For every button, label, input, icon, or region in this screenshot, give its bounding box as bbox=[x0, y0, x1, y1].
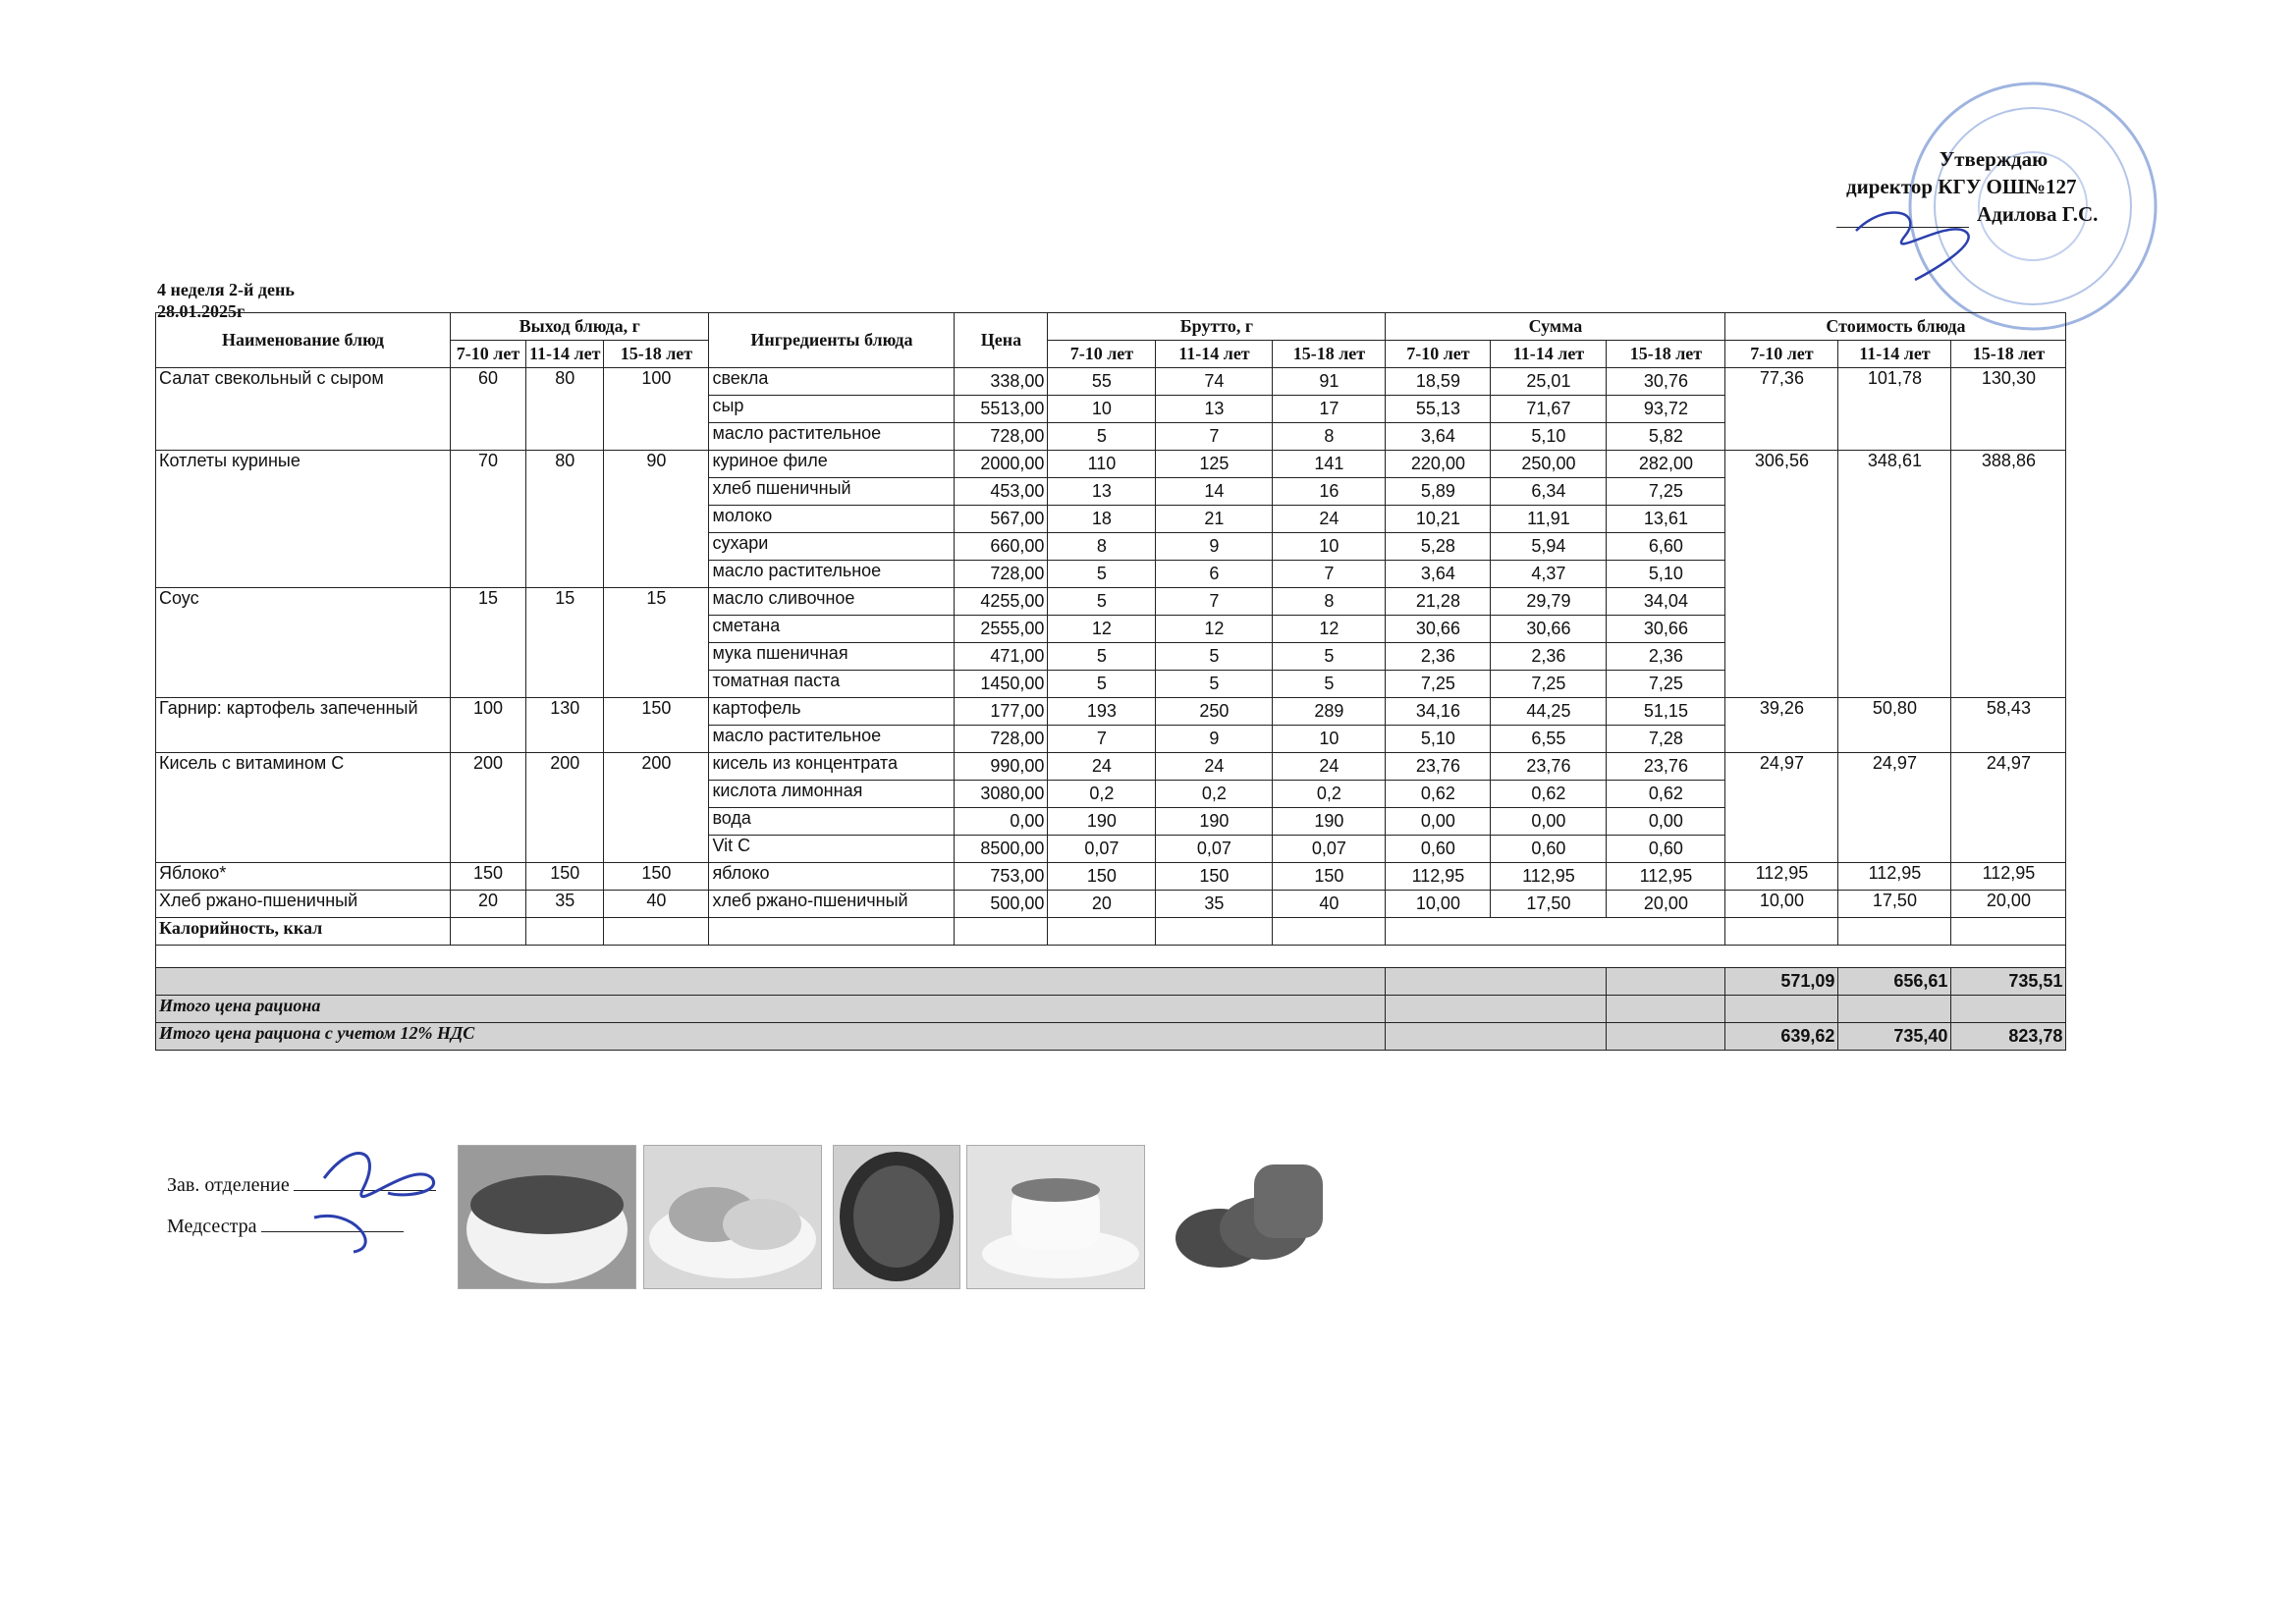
ingredient-sum: 3,64 bbox=[1386, 423, 1491, 451]
ingredient-price: 753,00 bbox=[955, 863, 1048, 891]
ingredient-sum: 250,00 bbox=[1491, 451, 1607, 478]
ingredient-gross: 110 bbox=[1048, 451, 1156, 478]
ingredient-gross: 10 bbox=[1048, 396, 1156, 423]
ingredient-price: 660,00 bbox=[955, 533, 1048, 561]
ingredient-sum: 2,36 bbox=[1491, 643, 1607, 671]
header-ingredients: Ингредиенты блюда bbox=[709, 313, 955, 368]
ingredient-sum: 51,15 bbox=[1607, 698, 1725, 726]
ingredient-gross: 5 bbox=[1048, 561, 1156, 588]
ingredient-sum: 44,25 bbox=[1491, 698, 1607, 726]
ingredient-sum: 93,72 bbox=[1607, 396, 1725, 423]
header-age: 15-18 лет bbox=[1607, 341, 1725, 368]
ingredient-gross: 0,07 bbox=[1273, 836, 1386, 863]
ingredient-name: хлеб пшеничный bbox=[709, 478, 955, 506]
ingredient-gross: 0,2 bbox=[1156, 781, 1273, 808]
ingredient-sum: 5,10 bbox=[1607, 561, 1725, 588]
ingredient-price: 3080,00 bbox=[955, 781, 1048, 808]
cutlets-photo bbox=[643, 1145, 822, 1289]
dish-cost: 348,61 bbox=[1838, 451, 1951, 698]
ingredient-sum: 6,55 bbox=[1491, 726, 1607, 753]
ingredient-gross: 5 bbox=[1048, 643, 1156, 671]
ingredient-price: 0,00 bbox=[955, 808, 1048, 836]
ingredient-gross: 10 bbox=[1273, 533, 1386, 561]
ingredient-gross: 55 bbox=[1048, 368, 1156, 396]
ingredient-sum: 6,60 bbox=[1607, 533, 1725, 561]
ingredient-name: кислота лимонная bbox=[709, 781, 955, 808]
ingredient-price: 5513,00 bbox=[955, 396, 1048, 423]
ingredient-gross: 5 bbox=[1156, 643, 1273, 671]
ingredient-name: масло растительное bbox=[709, 423, 955, 451]
ingredient-price: 453,00 bbox=[955, 478, 1048, 506]
approval-title: Утверждаю bbox=[1939, 147, 2049, 171]
total-vat-7-10: 639,62 bbox=[1725, 1023, 1838, 1051]
dish-cost: 112,95 bbox=[1725, 863, 1838, 891]
ingredient-sum: 5,10 bbox=[1386, 726, 1491, 753]
ingredient-sum: 220,00 bbox=[1386, 451, 1491, 478]
total-vat-11-14: 735,40 bbox=[1838, 1023, 1951, 1051]
dish-name: Яблоко* bbox=[156, 863, 451, 891]
header-age: 11-14 лет bbox=[1838, 341, 1951, 368]
ingredient-sum: 30,66 bbox=[1386, 616, 1491, 643]
ingredient-sum: 7,25 bbox=[1607, 478, 1725, 506]
dish-cost: 39,26 bbox=[1725, 698, 1838, 753]
ingredient-sum: 0,62 bbox=[1607, 781, 1725, 808]
ingredient-gross: 190 bbox=[1156, 808, 1273, 836]
ingredient-gross: 7 bbox=[1273, 561, 1386, 588]
ingredient-price: 728,00 bbox=[955, 726, 1048, 753]
ingredient-gross: 13 bbox=[1156, 396, 1273, 423]
ingredient-sum: 30,76 bbox=[1607, 368, 1725, 396]
ingredient-sum: 112,95 bbox=[1386, 863, 1491, 891]
header-price: Цена bbox=[955, 313, 1048, 368]
ingredient-price: 567,00 bbox=[955, 506, 1048, 533]
ingredient-name: кисель из концентрата bbox=[709, 753, 955, 781]
header-age: 7-10 лет bbox=[451, 341, 526, 368]
handwritten-signature bbox=[295, 1139, 462, 1257]
ingredient-gross: 150 bbox=[1273, 863, 1386, 891]
ingredient-price: 728,00 bbox=[955, 561, 1048, 588]
ingredient-sum: 0,00 bbox=[1386, 808, 1491, 836]
ingredient-gross: 190 bbox=[1273, 808, 1386, 836]
ingredient-name: сыр bbox=[709, 396, 955, 423]
ingredient-sum: 23,76 bbox=[1386, 753, 1491, 781]
ingredient-price: 990,00 bbox=[955, 753, 1048, 781]
ingredient-price: 4255,00 bbox=[955, 588, 1048, 616]
ingredient-name: масло растительное bbox=[709, 561, 955, 588]
ingredient-gross: 6 bbox=[1156, 561, 1273, 588]
ingredient-sum: 5,82 bbox=[1607, 423, 1725, 451]
dish-yield: 20 bbox=[451, 891, 526, 918]
dish-yield: 80 bbox=[526, 368, 604, 451]
header-age: 11-14 лет bbox=[526, 341, 604, 368]
dish-yield: 15 bbox=[451, 588, 526, 698]
ingredient-gross: 8 bbox=[1048, 533, 1156, 561]
ingredient-gross: 13 bbox=[1048, 478, 1156, 506]
ingredient-gross: 289 bbox=[1273, 698, 1386, 726]
director-signature bbox=[1846, 191, 2013, 285]
header-cost: Стоимость блюда bbox=[1725, 313, 2066, 341]
ingredient-gross: 7 bbox=[1048, 726, 1156, 753]
ingredient-sum: 23,76 bbox=[1491, 753, 1607, 781]
dish-yield: 200 bbox=[526, 753, 604, 863]
ingredient-gross: 12 bbox=[1273, 616, 1386, 643]
ingredient-sum: 0,60 bbox=[1491, 836, 1607, 863]
ingredient-gross: 5 bbox=[1048, 671, 1156, 698]
dish-name: Хлеб ржано-пшеничный bbox=[156, 891, 451, 918]
ingredient-name: яблоко bbox=[709, 863, 955, 891]
ingredient-sum: 71,67 bbox=[1491, 396, 1607, 423]
ingredient-gross: 7 bbox=[1156, 423, 1273, 451]
ingredient-price: 500,00 bbox=[955, 891, 1048, 918]
ingredient-sum: 18,59 bbox=[1386, 368, 1491, 396]
ingredient-sum: 0,60 bbox=[1607, 836, 1725, 863]
ingredient-price: 177,00 bbox=[955, 698, 1048, 726]
dish-cost: 101,78 bbox=[1838, 368, 1951, 451]
ingredient-gross: 5 bbox=[1156, 671, 1273, 698]
ingredient-sum: 5,89 bbox=[1386, 478, 1491, 506]
ingredient-sum: 10,00 bbox=[1386, 891, 1491, 918]
ingredient-gross: 8 bbox=[1273, 588, 1386, 616]
ingredient-gross: 5 bbox=[1273, 643, 1386, 671]
header-age: 7-10 лет bbox=[1048, 341, 1156, 368]
ingredient-gross: 16 bbox=[1273, 478, 1386, 506]
dish-yield: 35 bbox=[526, 891, 604, 918]
ingredient-gross: 8 bbox=[1273, 423, 1386, 451]
dish-name: Соус bbox=[156, 588, 451, 698]
ingredient-gross: 9 bbox=[1156, 533, 1273, 561]
total-price-15-18: 735,51 bbox=[1951, 968, 2066, 996]
header-age: 11-14 лет bbox=[1491, 341, 1607, 368]
dish-yield: 130 bbox=[526, 698, 604, 753]
ingredient-gross: 193 bbox=[1048, 698, 1156, 726]
ingredient-sum: 30,66 bbox=[1607, 616, 1725, 643]
dish-cost: 20,00 bbox=[1951, 891, 2066, 918]
menu-date: 28.01.2025г bbox=[157, 301, 246, 321]
spacer-row bbox=[156, 946, 2066, 968]
ingredient-sum: 0,00 bbox=[1607, 808, 1725, 836]
dish-yield: 150 bbox=[604, 863, 709, 891]
ingredient-name: мука пшеничная bbox=[709, 643, 955, 671]
ingredient-gross: 190 bbox=[1048, 808, 1156, 836]
sauce-photo bbox=[833, 1145, 960, 1289]
ingredient-sum: 2,36 bbox=[1386, 643, 1491, 671]
ingredient-price: 338,00 bbox=[955, 368, 1048, 396]
dish-cost: 388,86 bbox=[1951, 451, 2066, 698]
ingredient-sum: 112,95 bbox=[1491, 863, 1607, 891]
ingredient-name: сметана bbox=[709, 616, 955, 643]
dish-cost: 306,56 bbox=[1725, 451, 1838, 698]
ingredient-sum: 0,60 bbox=[1386, 836, 1491, 863]
table-row bbox=[156, 753, 2066, 781]
ingredient-sum: 29,79 bbox=[1491, 588, 1607, 616]
ingredient-sum: 7,25 bbox=[1386, 671, 1491, 698]
table-row bbox=[156, 451, 2066, 478]
dish-yield: 60 bbox=[451, 368, 526, 451]
ingredient-gross: 24 bbox=[1273, 506, 1386, 533]
ingredient-sum: 20,00 bbox=[1607, 891, 1725, 918]
dish-yield: 15 bbox=[604, 588, 709, 698]
header-age: 15-18 лет bbox=[1951, 341, 2066, 368]
header-age: 15-18 лет bbox=[1273, 341, 1386, 368]
ingredient-sum: 5,28 bbox=[1386, 533, 1491, 561]
ingredient-sum: 11,91 bbox=[1491, 506, 1607, 533]
ingredient-gross: 0,07 bbox=[1156, 836, 1273, 863]
nurse-label: Медсестра bbox=[167, 1216, 257, 1237]
dish-yield: 90 bbox=[604, 451, 709, 588]
ingredient-name: картофель bbox=[709, 698, 955, 726]
dish-yield: 100 bbox=[451, 698, 526, 753]
ingredient-name: масло растительное bbox=[709, 726, 955, 753]
menu-body bbox=[156, 368, 2066, 918]
ingredient-sum: 7,28 bbox=[1607, 726, 1725, 753]
ingredient-gross: 35 bbox=[1156, 891, 1273, 918]
ingredient-sum: 10,21 bbox=[1386, 506, 1491, 533]
ingredient-price: 2555,00 bbox=[955, 616, 1048, 643]
ingredient-price: 728,00 bbox=[955, 423, 1048, 451]
ingredient-gross: 7 bbox=[1156, 588, 1273, 616]
week-day: 4 неделя 2-й день bbox=[157, 280, 295, 299]
ingredient-price: 471,00 bbox=[955, 643, 1048, 671]
dish-cost: 77,36 bbox=[1725, 368, 1838, 451]
dish-name: Салат свекольный с сыром bbox=[156, 368, 451, 451]
ingredient-name: хлеб ржано-пшеничный bbox=[709, 891, 955, 918]
ingredient-gross: 9 bbox=[1156, 726, 1273, 753]
ingredient-name: томатная паста bbox=[709, 671, 955, 698]
ingredient-gross: 12 bbox=[1048, 616, 1156, 643]
dish-yield: 100 bbox=[604, 368, 709, 451]
dish-cost: 10,00 bbox=[1725, 891, 1838, 918]
dish-cost: 50,80 bbox=[1838, 698, 1951, 753]
dish-cost: 112,95 bbox=[1838, 863, 1951, 891]
ingredient-sum: 34,16 bbox=[1386, 698, 1491, 726]
table-row bbox=[156, 698, 2066, 726]
header-age: 15-18 лет bbox=[604, 341, 709, 368]
ingredient-gross: 250 bbox=[1156, 698, 1273, 726]
dish-cost: 58,43 bbox=[1951, 698, 2066, 753]
header-sum: Сумма bbox=[1386, 313, 1725, 341]
ingredient-name: куриное филе bbox=[709, 451, 955, 478]
dish-name: Кисель с витамином С bbox=[156, 753, 451, 863]
ingredient-name: Vit C bbox=[709, 836, 955, 863]
table-row bbox=[156, 863, 2066, 891]
ingredient-gross: 14 bbox=[1156, 478, 1273, 506]
dish-yield: 150 bbox=[604, 698, 709, 753]
ingredient-sum: 2,36 bbox=[1607, 643, 1725, 671]
ingredient-gross: 125 bbox=[1156, 451, 1273, 478]
ingredient-gross: 24 bbox=[1156, 753, 1273, 781]
ingredient-gross: 20 bbox=[1048, 891, 1156, 918]
dish-cost: 17,50 bbox=[1838, 891, 1951, 918]
header-yield: Выход блюда, г bbox=[451, 313, 709, 341]
director-name: Адилова Г.С. bbox=[1977, 202, 2099, 226]
head-label: Зав. отделение bbox=[167, 1174, 290, 1196]
dish-cost: 24,97 bbox=[1951, 753, 2066, 863]
ingredient-gross: 17 bbox=[1273, 396, 1386, 423]
dish-cost: 24,97 bbox=[1725, 753, 1838, 863]
salad-photo bbox=[458, 1145, 636, 1289]
dish-yield: 200 bbox=[451, 753, 526, 863]
dish-yield: 200 bbox=[604, 753, 709, 863]
ingredient-gross: 40 bbox=[1273, 891, 1386, 918]
header-age: 7-10 лет bbox=[1386, 341, 1491, 368]
ingredient-name: сухари bbox=[709, 533, 955, 561]
ingredient-sum: 7,25 bbox=[1491, 671, 1607, 698]
dish-yield: 15 bbox=[526, 588, 604, 698]
dish-yield: 150 bbox=[451, 863, 526, 891]
dish-yield: 70 bbox=[451, 451, 526, 588]
header-dish: Наименование блюд bbox=[156, 313, 451, 368]
ingredient-gross: 150 bbox=[1048, 863, 1156, 891]
ingredient-sum: 0,62 bbox=[1386, 781, 1491, 808]
ingredient-sum: 25,01 bbox=[1491, 368, 1607, 396]
ingredient-name: вода bbox=[709, 808, 955, 836]
ingredient-gross: 21 bbox=[1156, 506, 1273, 533]
ingredient-sum: 6,34 bbox=[1491, 478, 1607, 506]
ingredient-sum: 21,28 bbox=[1386, 588, 1491, 616]
ingredient-name: масло сливочное bbox=[709, 588, 955, 616]
ingredient-sum: 0,62 bbox=[1491, 781, 1607, 808]
ingredient-gross: 12 bbox=[1156, 616, 1273, 643]
kissel-photo bbox=[966, 1145, 1145, 1289]
ingredient-gross: 5 bbox=[1273, 671, 1386, 698]
ingredient-gross: 10 bbox=[1273, 726, 1386, 753]
ingredient-gross: 150 bbox=[1156, 863, 1273, 891]
dish-yield: 80 bbox=[526, 451, 604, 588]
ingredient-gross: 0,07 bbox=[1048, 836, 1156, 863]
ingredient-sum: 112,95 bbox=[1607, 863, 1725, 891]
ingredient-sum: 282,00 bbox=[1607, 451, 1725, 478]
ingredient-gross: 24 bbox=[1273, 753, 1386, 781]
ingredient-price: 2000,00 bbox=[955, 451, 1048, 478]
menu-table bbox=[155, 312, 2066, 1051]
ingredient-gross: 141 bbox=[1273, 451, 1386, 478]
calories-label: Калорийность, ккал bbox=[156, 918, 451, 946]
ingredient-sum: 23,76 bbox=[1607, 753, 1725, 781]
ingredient-gross: 91 bbox=[1273, 368, 1386, 396]
ingredient-sum: 5,10 bbox=[1491, 423, 1607, 451]
ingredient-sum: 5,94 bbox=[1491, 533, 1607, 561]
dish-yield: 40 bbox=[604, 891, 709, 918]
dish-cost: 130,30 bbox=[1951, 368, 2066, 451]
dish-cost: 24,97 bbox=[1838, 753, 1951, 863]
table-row bbox=[156, 891, 2066, 918]
ingredient-price: 1450,00 bbox=[955, 671, 1048, 698]
header-gross: Брутто, г bbox=[1048, 313, 1386, 341]
dish-name: Гарнир: картофель запеченный bbox=[156, 698, 451, 753]
dish-cost: 112,95 bbox=[1951, 863, 2066, 891]
ingredient-sum: 0,00 bbox=[1491, 808, 1607, 836]
total-price-7-10: 571,09 bbox=[1725, 968, 1838, 996]
ingredient-sum: 3,64 bbox=[1386, 561, 1491, 588]
ingredient-gross: 5 bbox=[1048, 588, 1156, 616]
ingredient-gross: 5 bbox=[1048, 423, 1156, 451]
ingredient-name: свекла bbox=[709, 368, 955, 396]
ingredient-sum: 30,66 bbox=[1491, 616, 1607, 643]
ingredient-gross: 74 bbox=[1156, 368, 1273, 396]
header-age: 7-10 лет bbox=[1725, 341, 1838, 368]
approval-position: директор КГУ ОШ№127 bbox=[1846, 175, 2077, 198]
ingredient-sum: 55,13 bbox=[1386, 396, 1491, 423]
header-age: 11-14 лет bbox=[1156, 341, 1273, 368]
ingredient-sum: 4,37 bbox=[1491, 561, 1607, 588]
total-price-11-14: 656,61 bbox=[1838, 968, 1951, 996]
table-row bbox=[156, 368, 2066, 396]
dish-yield: 150 bbox=[526, 863, 604, 891]
bread-photo bbox=[1161, 1145, 1338, 1287]
ingredient-sum: 7,25 bbox=[1607, 671, 1725, 698]
ingredient-gross: 24 bbox=[1048, 753, 1156, 781]
dish-name: Котлеты куриные bbox=[156, 451, 451, 588]
ingredient-sum: 13,61 bbox=[1607, 506, 1725, 533]
total-vat-15-18: 823,78 bbox=[1951, 1023, 2066, 1051]
ingredient-name: молоко bbox=[709, 506, 955, 533]
ingredient-sum: 17,50 bbox=[1491, 891, 1607, 918]
ingredient-gross: 0,2 bbox=[1048, 781, 1156, 808]
ingredient-price: 8500,00 bbox=[955, 836, 1048, 863]
total-price-label: Итого цена рациона bbox=[156, 996, 1386, 1023]
ingredient-gross: 0,2 bbox=[1273, 781, 1386, 808]
total-vat-label: Итого цена рациона с учетом 12% НДС bbox=[156, 1023, 1386, 1051]
ingredient-sum: 34,04 bbox=[1607, 588, 1725, 616]
ingredient-gross: 18 bbox=[1048, 506, 1156, 533]
